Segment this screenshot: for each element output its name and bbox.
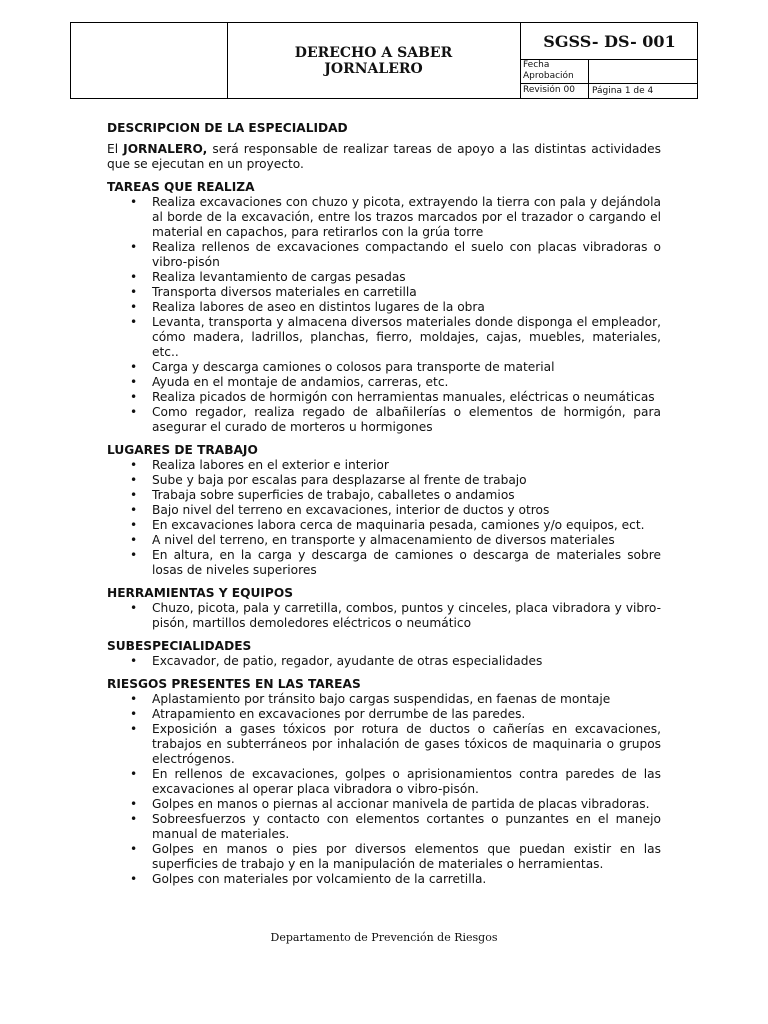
list-item: • En altura, en la carga y descarga de camiones o descarga de materiales sobre losas de niveles superiores bbox=[152, 548, 661, 578]
list-item: • Golpes en manos o pies por diversos elementos que puedan existir en las superficies de trabajo y en la manipulación de materiales o herramientas. bbox=[152, 842, 661, 872]
list-item: • Levanta, transporta y almacena diversos materiales donde disponga el empleador, cómo madera, ladrillos, planchas, fierro, moldajes, cajas, muebles, materiales, etc.. bbox=[152, 315, 661, 360]
list-item: • Golpes con materiales por volcamiento de la carretilla. bbox=[152, 872, 661, 887]
section-heading: SUBESPECIALIDADES bbox=[107, 639, 252, 653]
approval-row bbox=[521, 59, 698, 84]
section-heading: TAREAS QUE REALIZA bbox=[107, 180, 255, 194]
bullet-list bbox=[107, 601, 661, 631]
intro-text: será responsable de realizar tareas de apoyo a las distintas actividades que se ejecutan en un proyecto. bbox=[107, 142, 662, 171]
list-item: • Excavador, de patio, regador, ayudante de otras especialidades bbox=[152, 654, 661, 669]
approval-label-line-1: Fecha bbox=[523, 60, 550, 70]
bullet-list bbox=[107, 195, 661, 435]
bullet-list bbox=[107, 654, 661, 669]
bullet-list bbox=[107, 458, 661, 578]
intro-prefix: El bbox=[107, 142, 124, 156]
document-title bbox=[227, 23, 521, 98]
section-heading-descripcion: DESCRIPCION DE LA ESPECIALIDAD bbox=[107, 121, 348, 135]
list-item: • En excavaciones labora cerca de maquinaria pesada, camiones y/o equipos, ect. bbox=[152, 518, 661, 533]
list-item: • Carga y descarga camiones o colosos para transporte de material bbox=[152, 360, 661, 375]
intro-bold-term: JORNALERO, bbox=[123, 142, 208, 156]
list-item: • Sube y baja por escalas para desplazarse al frente de trabajo bbox=[152, 473, 661, 488]
list-item: • Realiza labores en el exterior e interior bbox=[152, 458, 661, 473]
approval-label-line-2: Aprobación bbox=[523, 71, 574, 81]
document-body bbox=[107, 121, 661, 887]
section-heading: RIESGOS PRESENTES EN LAS TAREAS bbox=[107, 677, 361, 691]
document-meta bbox=[521, 23, 698, 98]
section-heading: LUGARES DE TRABAJO bbox=[107, 443, 258, 457]
list-item: • En rellenos de excavaciones, golpes o aprisionamientos contra paredes de las excavaciones al operar placa vibradora o vibro-pisón. bbox=[152, 767, 661, 797]
page-number: Página 1 de 4 bbox=[592, 86, 654, 96]
list-item: • Aplastamiento por tránsito bajo cargas suspendidas, en faenas de montaje bbox=[152, 692, 661, 707]
revision-label: Revisión 00 bbox=[521, 84, 589, 98]
list-item: • Atrapamiento en excavaciones por derrumbe de las paredes. bbox=[152, 707, 661, 722]
list-item: • Como regador, realiza regado de albañilerías o elementos de hormigón, para asegurar el curado de morteros u hormigones bbox=[152, 405, 661, 435]
list-item: • Realiza picados de hormigón con herramientas manuales, eléctricas o neumáticas bbox=[152, 390, 661, 405]
title-line-1: DERECHO A SABER bbox=[294, 44, 453, 61]
document-header-table bbox=[70, 22, 698, 99]
list-item: • Realiza rellenos de excavaciones compactando el suelo con placas vibradoras o vibro-pisón bbox=[152, 240, 661, 270]
list-item: • Realiza levantamiento de cargas pesadas bbox=[152, 270, 661, 285]
intro-paragraph bbox=[107, 142, 661, 172]
document-code: SGSS- DS- 001 bbox=[521, 23, 698, 60]
list-item: • Chuzo, picota, pala y carretilla, combos, puntos y cinceles, placa vibradora y vibro-pisón, martillos demoledores eléctricos o neumático bbox=[152, 601, 661, 631]
list-item: • Exposición a gases tóxicos por rotura de ductos o cañerías en excavaciones, trabajos en subterráneos por inhalación de gases tóxicos de maquinaria o grupos electrógenos. bbox=[152, 722, 661, 767]
logo-cell bbox=[71, 23, 228, 98]
title-line-2: JORNALERO bbox=[324, 60, 423, 77]
list-item: • Ayuda en el montaje de andamios, carreras, etc. bbox=[152, 375, 661, 390]
list-item: • Sobreesfuerzos y contacto con elementos cortantes o punzantes en el manejo manual de materiales. bbox=[152, 812, 661, 842]
approval-value bbox=[589, 59, 698, 83]
list-item: • Golpes en manos o piernas al accionar manivela de partida de placas vibradoras. bbox=[152, 797, 661, 812]
page-footer: Departamento de Prevención de Riesgos bbox=[270, 931, 498, 944]
sections-container bbox=[107, 180, 661, 887]
list-item: • Bajo nivel del terreno en excavaciones, interior de ductos y otros bbox=[152, 503, 661, 518]
list-item: • A nivel del terreno, en transporte y almacenamiento de diversos materiales bbox=[152, 533, 661, 548]
approval-label bbox=[521, 59, 589, 83]
revision-row bbox=[521, 84, 698, 98]
list-item: • Realiza excavaciones con chuzo y picota, extrayendo la tierra con pala y dejándola al borde de la excavación, entre los trazos marcados por el trazador o cargando el material en capachos, para retirarlos con la grúa torre bbox=[152, 195, 661, 240]
section-heading: HERRAMIENTAS Y EQUIPOS bbox=[107, 586, 293, 600]
list-item: • Trabaja sobre superficies de trabajo, caballetes o andamios bbox=[152, 488, 661, 503]
list-item: • Transporta diversos materiales en carretilla bbox=[152, 285, 661, 300]
bullet-list bbox=[107, 692, 661, 887]
list-item: • Realiza labores de aseo en distintos lugares de la obra bbox=[152, 300, 661, 315]
